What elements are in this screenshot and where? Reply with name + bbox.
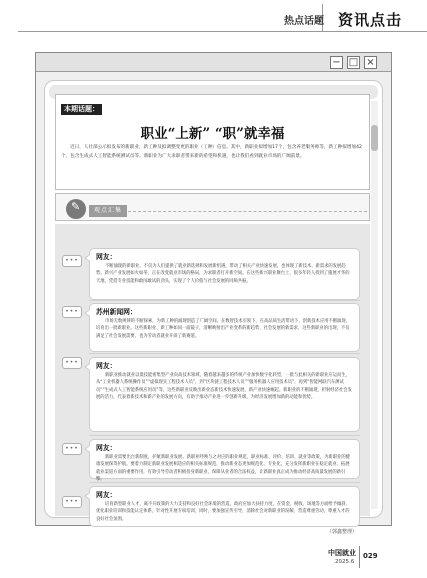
source-note: （郭鑫整理） (326, 529, 357, 535)
magazine-name: 中国就业 (328, 549, 356, 557)
scrollbar-track[interactable] (371, 101, 378, 509)
comment-author: 网友： (96, 362, 117, 370)
issue-date: 2025.6 (335, 559, 355, 565)
comment-separator (89, 300, 360, 301)
comment-text: 不断涌现的新职业，不仅为人们提供了就业新选择和发展新机遇，带动了相关产业快速发展，也体现了新技术、新需求的发展趋势。新兴产业发展如火如荼，正在改变就业市场的格局，为求职者打开新空间。在这些新兴职业舞台上，很多年轻人找到了施展才华的天地，凭借专业技能和敢闯敢试的劲头，实现了个人价值与社会发展的同频共振。 (96, 264, 350, 284)
comment-author: 苏州新闻网： (96, 308, 137, 316)
close-icon[interactable]: × (364, 56, 377, 69)
pen-icon: ✎ (71, 200, 81, 213)
avatar-icon: ••• (62, 496, 82, 508)
topic-body: 近日，人社部公示拟发布的新职业、新工种及拟调整变更的职业（工种）信息。其中，新职业拟增加17个，包含养老服务师等，新工种拟增加42个，包含生成式人工智能系统测试员等。新职业为广大求职者带来新的希望和机遇，也让我们看到就业市场的广阔前景。 (61, 145, 362, 159)
comment-text: 市场无数规律的不断探索，为新工种的涌现创造了广阔空间。在数智技术引领下，在高品质生活带动下，创新技术应用不断涌现，培育出一批新职业。这些新职业、新工种如同一面镜子，清晰映射出产业变革的新趋势、社会发展的新需求，这些新职业的出现，不仅满足了社会发展需要，也为劳动者就业开辟了新赛道。 (96, 319, 350, 339)
footer-divider (359, 546, 360, 568)
avatar-icon: ••• (62, 306, 82, 318)
topic-label: 本期话题： (61, 104, 102, 115)
window-title-bar (36, 53, 391, 72)
page-number: 029 (363, 552, 378, 560)
minimize-icon[interactable]: − (330, 56, 343, 69)
avatar-icon: ••• (62, 443, 82, 455)
section-tag: 热点话题 (284, 16, 324, 27)
section-title: 资讯点击 (338, 11, 403, 29)
comment-card (89, 357, 360, 432)
comment-separator (89, 435, 360, 436)
comment-text: 新职业推动就业以低技能密集型产业向高技术领域、随着越来越多的传统产业加快数字化转型，一批与此相关的新职业应运而生，从“工业机器人系统操作员”“虚拟现实工程技术人员”，到“区块链工程技术人员”“服务机器人应用技术员”，再到“智能网联汽车测试员”“生成式人工智能系统应用员”等，这些新职业反映出新业态新技术快速发展，新产业快速崛起。新职业的不断涌现，折射经济社会发展的活力，代表着新技术和新产业的发展方向，有助于推动产业进一步创新升级，为经济发展增加新的动能和优势。 (96, 373, 352, 401)
comment-text: 新职业需要出台新制度，护航新职业发展。新职业呼唤与之对应的职业规范、职业标准、评价、培训、就业等政策，为新职业的健康发展保驾护航。要着力制定新职业发展相适应的相关标准规范，推动新业态更加规范化、专业化，充分发挥新职业在稳定就业、拓展就业渠道方面的重要作用，有效引导劳动者积极投身新职业，保障从业者的合法权益，让新职业真正成为推动经济高质量发展的新引擎。 (96, 455, 350, 483)
comment-card (89, 486, 360, 527)
opinion-divider (128, 211, 367, 212)
topic-title: 职业“上新” “职”就幸福 (140, 126, 285, 142)
scrollbar-thumb[interactable] (371, 125, 378, 151)
comment-card (89, 439, 360, 483)
comment-author: 网友： (96, 444, 117, 452)
comment-card (89, 303, 360, 352)
header-rule (18, 31, 427, 32)
avatar-icon: ••• (62, 357, 82, 369)
comment-author: 网友： (96, 491, 117, 499)
maximize-icon[interactable]: □ (348, 57, 359, 68)
avatar-icon: ••• (62, 255, 82, 267)
comment-author: 网友： (96, 253, 117, 261)
comment-card (89, 248, 360, 300)
comment-separator (89, 353, 360, 354)
opinion-label: 观点汇集 (89, 205, 127, 217)
comment-text: 培育新型职业人才，离不开政策的大力支持和良好社会环境的营造。政府应加大扶持力度，在资金、税收、场地等方面给予倾斜，优化职业培训和技能认定体系，针对性开展专项培训，同时，要加强宣传引导，消除社会对新职业的误解，营造尊重劳动、尊重人才的良好社会氛围。 (96, 502, 350, 522)
topic-box (55, 94, 370, 190)
comment-separator (89, 482, 360, 483)
